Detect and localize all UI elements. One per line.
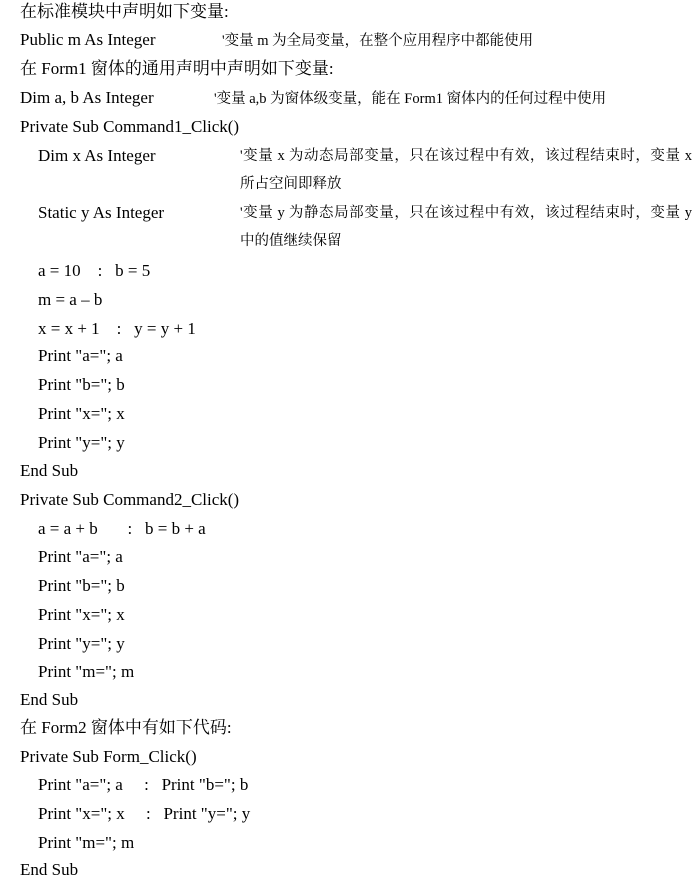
code-line-dim-x: Dim x As Integer: [38, 146, 156, 165]
code-line-print-y: Print "y="; y: [38, 433, 125, 452]
code-line-print-x: Print "x="; x: [38, 605, 125, 624]
code-line-end-sub: End Sub: [20, 461, 79, 480]
code-line-print-x: Print "x="; x: [38, 404, 125, 423]
code-line-static-y: Static y As Integer: [38, 203, 165, 222]
comment-static-y: '变量 y 为静态局部变量，只在该过程中有效，该过程结束时，变量 y 中的值继续保留: [240, 205, 692, 249]
comment-public-m: '变量 m 为全局变量，在整个应用程序中都能使用: [222, 33, 534, 49]
code-line-print-a: Print "a="; a: [38, 346, 123, 365]
code-line-print-xy: Print "x="; x : Print "y="; y: [38, 804, 251, 823]
code-line-print-m: Print "m="; m: [38, 833, 135, 852]
code-line-sub-form-click: Private Sub Form_Click(): [20, 747, 197, 766]
code-line-assign-m: m = a – b: [38, 290, 103, 309]
code-line-assign-ab: a = 10 : b = 5: [38, 261, 151, 280]
code-line-assign-xy: x = x + 1 : y = y + 1: [38, 319, 196, 338]
code-line-print-b: Print "b="; b: [38, 576, 125, 595]
code-line-print-b: Print "b="; b: [38, 375, 125, 394]
code-line-sub-command2: Private Sub Command2_Click(): [20, 490, 240, 509]
code-line-print-a: Print "a="; a: [38, 547, 123, 566]
code-line-print-ab: Print "a="; a : Print "b="; b: [38, 775, 249, 794]
intro-standard-module: 在标准模块中声明如下变量:: [20, 2, 229, 21]
code-line-public-m: Public m As Integer: [20, 30, 156, 49]
code-line-dim-ab: Dim a, b As Integer: [20, 88, 154, 107]
code-line-print-m: Print "m="; m: [38, 662, 135, 681]
code-line-assign-ab2: a = a + b : b = b + a: [38, 519, 206, 538]
intro-form1: 在 Form1 窗体的通用声明中声明如下变量:: [20, 59, 334, 78]
code-line-sub-command1: Private Sub Command1_Click(): [20, 117, 240, 136]
intro-form2: 在 Form2 窗体中有如下代码:: [20, 718, 232, 737]
comment-dim-ab: '变量 a,b 为窗体级变量，能在 Form1 窗体内的任何过程中使用: [214, 91, 607, 107]
code-line-end-sub: End Sub: [20, 690, 79, 709]
comment-dim-x: '变量 x 为动态局部变量，只在该过程中有效，该过程结束时，变量 x 所占空间即释放: [240, 148, 692, 192]
code-line-print-y: Print "y="; y: [38, 634, 125, 653]
code-line-end-sub: End Sub: [20, 860, 79, 879]
